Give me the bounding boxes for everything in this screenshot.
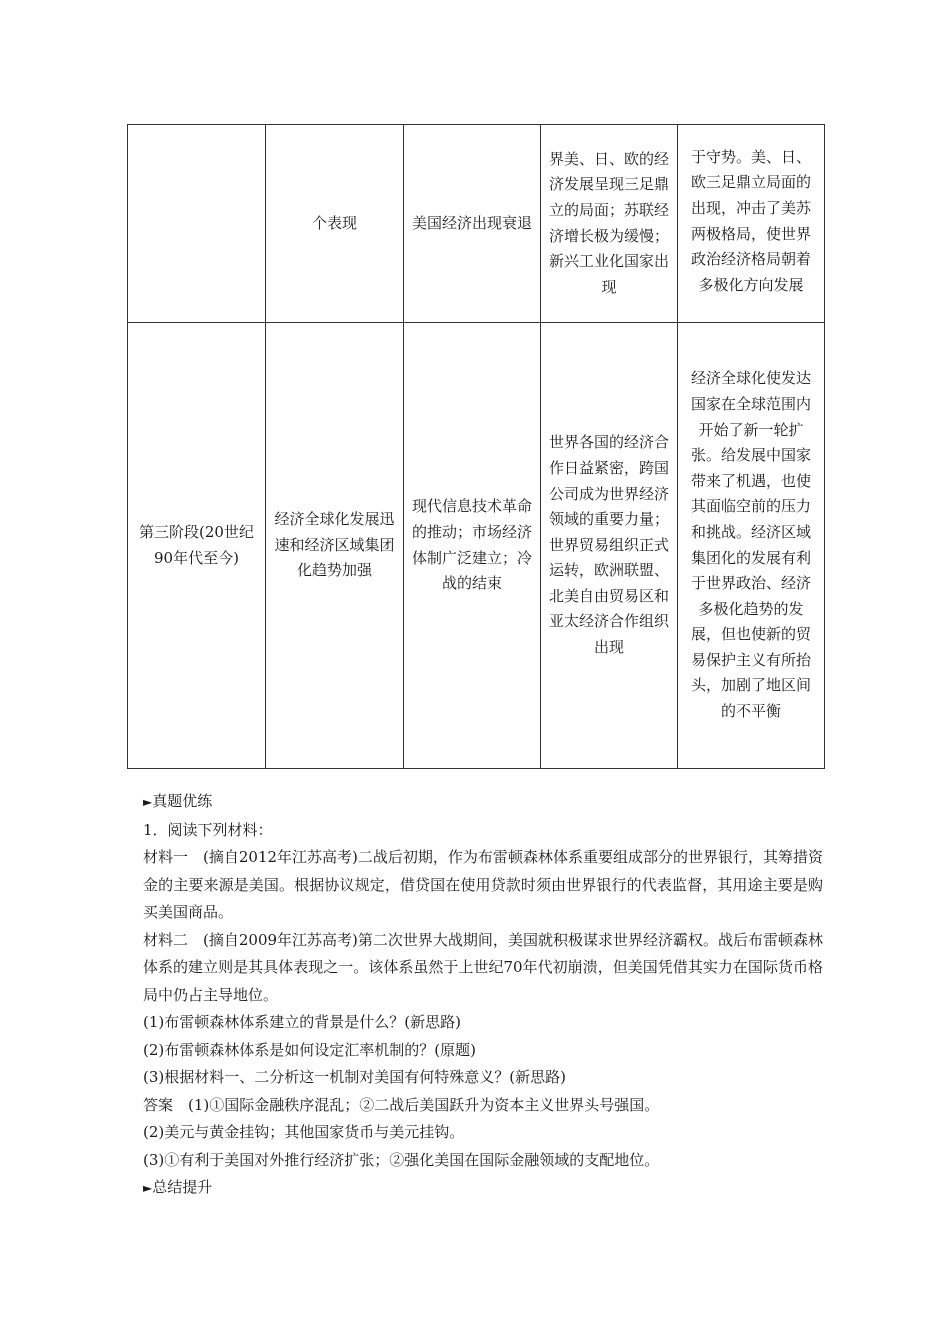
table-cell: 于守势。美、日、欧三足鼎立局面的出现，冲击了美苏两极格局，使世界政治经济格局朝着多极化方向发展 (678, 125, 825, 323)
section-heading: ►真题优练 (143, 792, 213, 810)
arrow-marker-icon: ► (143, 795, 153, 809)
answer-3: (3)①有利于美国对外推行经济扩张；②强化美国在国际金融领域的支配地位。 (143, 1150, 660, 1169)
table-cell: 经济全球化使发达国家在全球范围内开始了新一轮扩张。给发展中国家带来了机遇，也使其面临空前的压力和挑战。经济区域集团化的发展有利于世界政治、经济多极化趋势的发展，但也使新的贸易保护主义有所抬头，加剧了地区间的不平衡 (678, 323, 825, 769)
table-cell: 个表现 (266, 125, 404, 323)
question-1: (1)布雷顿森林体系建立的背景是什么？(新思路) (143, 1013, 461, 1031)
question-intro: 1．阅读下列材料： (143, 820, 273, 839)
table-cell: 界美、日、欧的经济发展呈现三足鼎立的局面；苏联经济增长极为缓慢；新兴工业化国家出现 (541, 125, 678, 323)
answer-2: (2)美元与黄金挂钩；其他国家货币与美元挂钩。 (143, 1123, 465, 1141)
table-cell: 经济全球化发展迅速和经济区域集团化趋势加强 (266, 323, 404, 769)
material-two: 材料二 (摘自2009年江苏高考)第二次世界大战期间，美国就积极谋求世界经济霸权。战后布雷顿森林体系的建立则是其具体表现之一。该体系虽然于上世纪70年代初崩溃，但美国凭借其实力在国际货币格局中仍占主导地位。 (143, 930, 823, 1004)
table-cell: 世界各国的经济合作日益紧密，跨国公司成为世界经济领域的重要力量；世界贸易组织正式运转，欧洲联盟、北美自由贸易区和亚太经济合作组织出现 (541, 323, 678, 769)
answer-1: 答案 (1)①国际金融秩序混乱；②二战后美国跃升为资本主义世界头号强国。 (143, 1095, 660, 1114)
table-cell: 第三阶段(20世纪90年代至今) (128, 323, 266, 769)
exercise-section (143, 788, 823, 1203)
table-row (128, 323, 825, 769)
table-cell (128, 125, 266, 323)
question-3: (3)根据材料一、二分析这一机制对美国有何特殊意义？(新思路) (143, 1068, 566, 1086)
section-heading: ►总结提升 (143, 1178, 213, 1196)
table-cell: 现代信息技术革命的推动；市场经济体制广泛建立；冷战的结束 (404, 323, 541, 769)
history-table (127, 124, 825, 769)
material-one: 材料一 (摘自2012年江苏高考)二战后初期，作为布雷顿森林体系重要组成部分的世界银行，其筹措资金的主要来源是美国。根据协议规定，借贷国在使用贷款时须由世界银行的代表监督，其用途主要是购买美国商品。 (143, 848, 823, 921)
arrow-marker-icon: ► (143, 1181, 153, 1195)
table-cell: 美国经济出现衰退 (404, 125, 541, 323)
question-2: (2)布雷顿森林体系是如何设定汇率机制的？(原题) (143, 1040, 476, 1059)
table-row (128, 125, 825, 323)
